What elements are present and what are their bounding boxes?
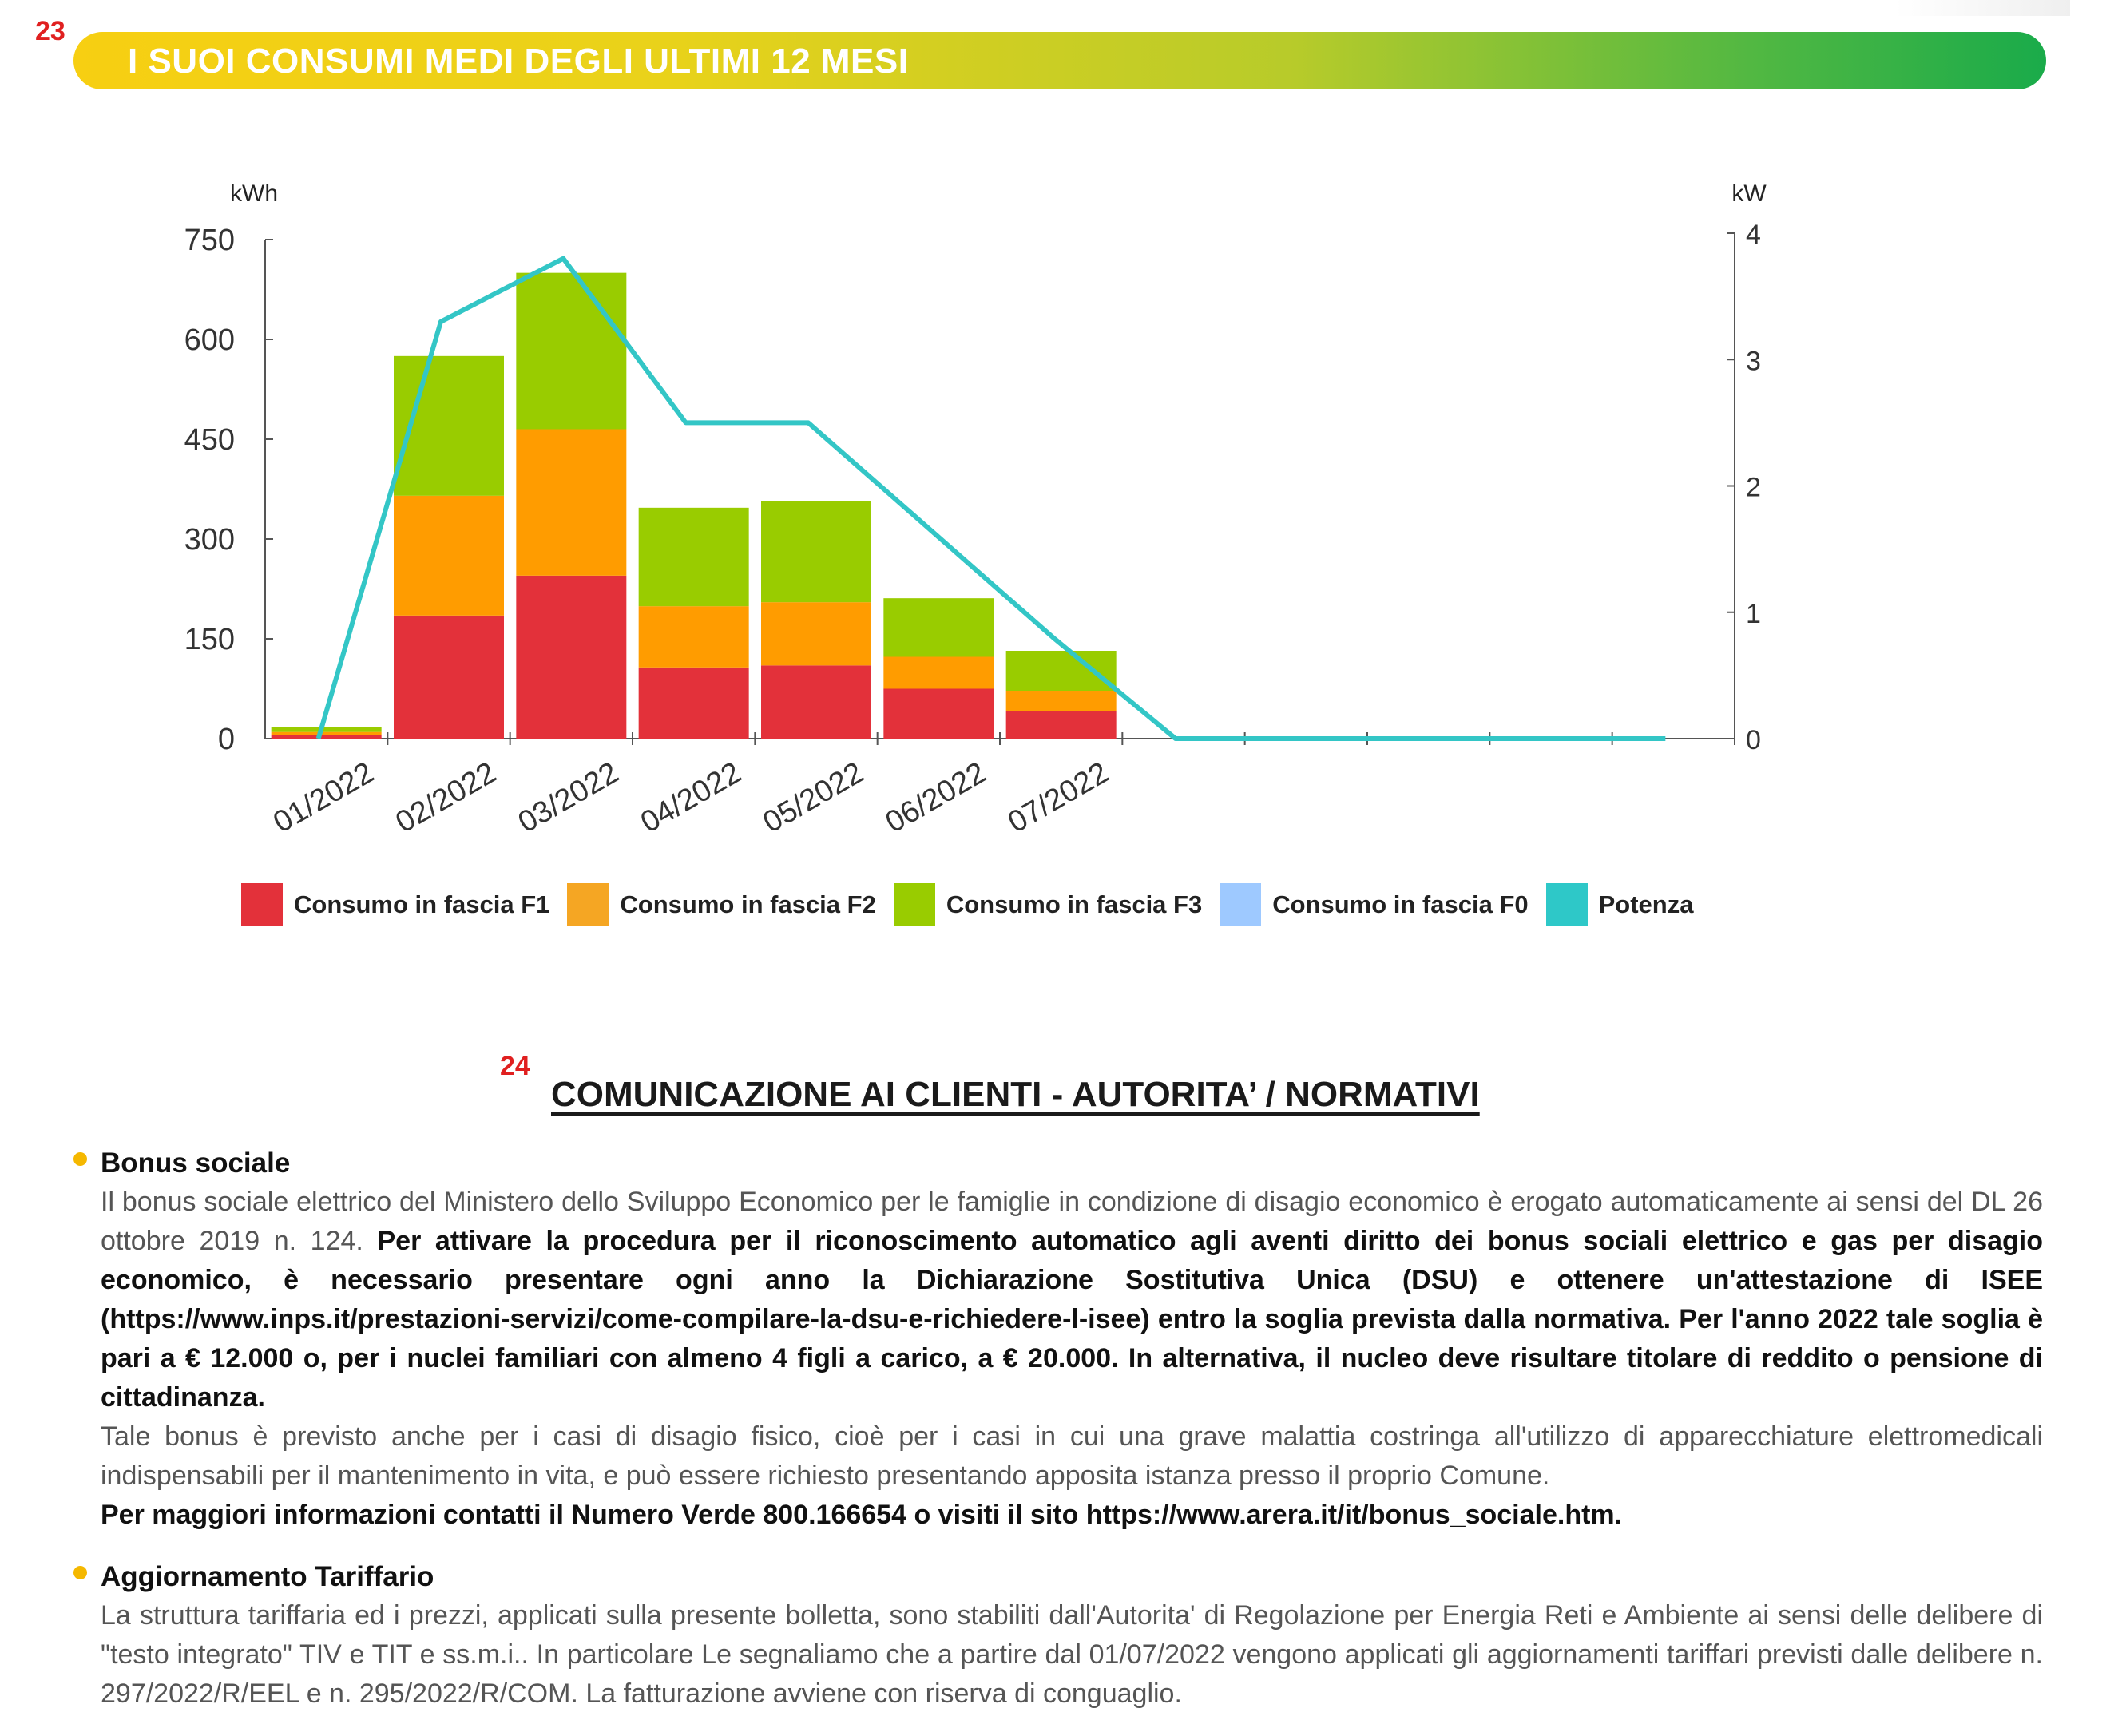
y-tick-label: 600 xyxy=(184,323,235,357)
communication-content xyxy=(101,1143,2043,1736)
x-tick-label: 05/2022 xyxy=(757,755,870,840)
paragraph-bold-text: Per attivare la procedura per il riconoscimento automatico agli aventi diritto dei bonus sociali elettrico e gas per disagio economico, è necessario presentare ogni anno la Dichiarazione Sostitutiva Unica (DSU) e ottenere un'attestazione di ISEE (https://www.inps.it/prestazioni-servizi/come-compilare-la-dsu-e-richiedere-l-isee) entro la soglia prevista dalla normativa. Per l'anno 2022 tale soglia è pari a € 12.000 o, per i nuclei familiari con almeno 4 figli a carico, a € 20.000. In alternativa, il nucleo deve risultare titolare di reddito o pensione di cittadinanza. xyxy=(101,1226,2044,1413)
legend-item xyxy=(241,883,549,926)
bar-segment xyxy=(761,665,871,739)
legend-swatch xyxy=(241,883,283,926)
legend-item xyxy=(1220,883,1528,926)
bonus-sociale-block xyxy=(101,1143,2043,1535)
bar-segment xyxy=(761,602,871,665)
x-tick-label: 07/2022 xyxy=(1002,755,1115,840)
y2-tick-label: 1 xyxy=(1746,598,1761,629)
bar-segment xyxy=(883,689,994,739)
y2-tick-label: 2 xyxy=(1746,472,1761,503)
y2-tick-label: 0 xyxy=(1746,725,1761,755)
y2-axis-label: kW xyxy=(1731,180,1767,207)
x-tick-label: 02/2022 xyxy=(390,755,502,840)
legend-item xyxy=(567,883,875,926)
bar-segment xyxy=(516,576,626,739)
y-tick-label: 300 xyxy=(184,523,235,557)
bar-segment xyxy=(761,501,871,603)
y-axis-label: kWh xyxy=(230,180,278,207)
bar-segment xyxy=(1006,691,1117,711)
y-tick-label: 450 xyxy=(184,423,235,457)
bar-segment xyxy=(272,732,382,735)
paragraph-text: Tale bonus è previsto anche per i casi di disagio fisico, cioè per i casi in cui una grave malattia costringa all'utilizzo di apparecchiature elettromedicali indispensabili per il mantenimento in vita, e può essere richiesto presentando apposita istanza presso il proprio Comune. xyxy=(101,1421,2043,1491)
section-title-consumi: I SUOI CONSUMI MEDI DEGLI ULTIMI 12 MESI xyxy=(128,42,909,81)
legend-label: Consumo in fascia F0 xyxy=(1272,890,1529,918)
section-number-24: 24 xyxy=(500,1051,530,1081)
legend-label: Consumo in fascia F1 xyxy=(294,890,550,918)
y2-tick-label: 3 xyxy=(1746,346,1761,377)
bar-segment xyxy=(516,430,626,576)
info-contact-text: Per maggiori informazioni contatti il Numero Verde 800.166654 o visiti il sito https://www.arera.it/it/bonus_sociale.htm. xyxy=(101,1500,1623,1530)
legend-swatch xyxy=(894,883,935,926)
bar-segment xyxy=(883,657,994,689)
y-tick-label: 0 xyxy=(217,723,235,756)
y-tick-label: 150 xyxy=(184,623,235,656)
legend-label: Potenza xyxy=(1598,890,1694,918)
x-tick-label: 06/2022 xyxy=(879,755,992,840)
legend-swatch xyxy=(1220,883,1261,926)
bar-segment xyxy=(394,496,504,616)
bar-segment xyxy=(516,273,626,430)
x-tick-label: 03/2022 xyxy=(512,755,625,840)
bar-segment xyxy=(272,735,382,739)
block-title: Aggiornamento Tariffario xyxy=(101,1561,434,1592)
paragraph xyxy=(101,1183,2043,1417)
block-title: Bonus sociale xyxy=(101,1147,291,1179)
legend-item xyxy=(1546,883,1694,926)
legend-item xyxy=(894,883,1202,926)
paragraph-text: Il bonus sociale elettrico del Ministero dello Sviluppo Economico per le famiglie in condizione di disagio economico è erogato automaticamente ai sensi del DL 26 ottobre 2019 n. 124. xyxy=(101,1187,2043,1256)
y-tick-label: 750 xyxy=(184,224,235,257)
bar-segment xyxy=(1006,711,1117,739)
chart-legend xyxy=(241,883,1711,926)
bar-segment xyxy=(272,727,382,732)
bar-segment xyxy=(639,606,749,668)
legend-label: Consumo in fascia F2 xyxy=(620,890,876,918)
paragraph-text: La struttura tariffaria ed i prezzi, applicati sulla presente bolletta, sono stabiliti dall'Autorita' di Regolazione per Energia Reti e Ambiente ai sensi delle delibere di "testo integrato" TIV e TIT e ss.m.i.. In particolare Le segnaliamo che a partire dal 01/07/2022 vengono applicati gli aggiornamenti tariffari previsti dalle delibere n. 297/2022/R/EEL e n. 295/2022/R/COM. La fatturazione avviene con riserva di conguaglio. xyxy=(101,1600,2043,1709)
bar-segment xyxy=(1006,651,1117,691)
x-tick-label: 01/2022 xyxy=(268,755,380,840)
legend-swatch xyxy=(567,883,609,926)
y2-tick-label: 4 xyxy=(1746,220,1761,250)
section-number-23: 23 xyxy=(35,16,65,46)
bar-segment xyxy=(639,668,749,739)
bar-segment xyxy=(883,598,994,656)
x-tick-label: 04/2022 xyxy=(635,755,748,840)
bullet-icon xyxy=(73,1152,87,1166)
communication-title: COMUNICAZIONE AI CLIENTI - AUTORITA’ / NORMATIVI xyxy=(551,1075,1480,1114)
aggiornamento-tariffario-block xyxy=(101,1557,2043,1714)
bullet-icon xyxy=(73,1566,87,1579)
legend-label: Consumo in fascia F3 xyxy=(946,890,1203,918)
legend-swatch xyxy=(1546,883,1588,926)
bar-segment xyxy=(639,508,749,606)
bar-segment xyxy=(394,616,504,739)
